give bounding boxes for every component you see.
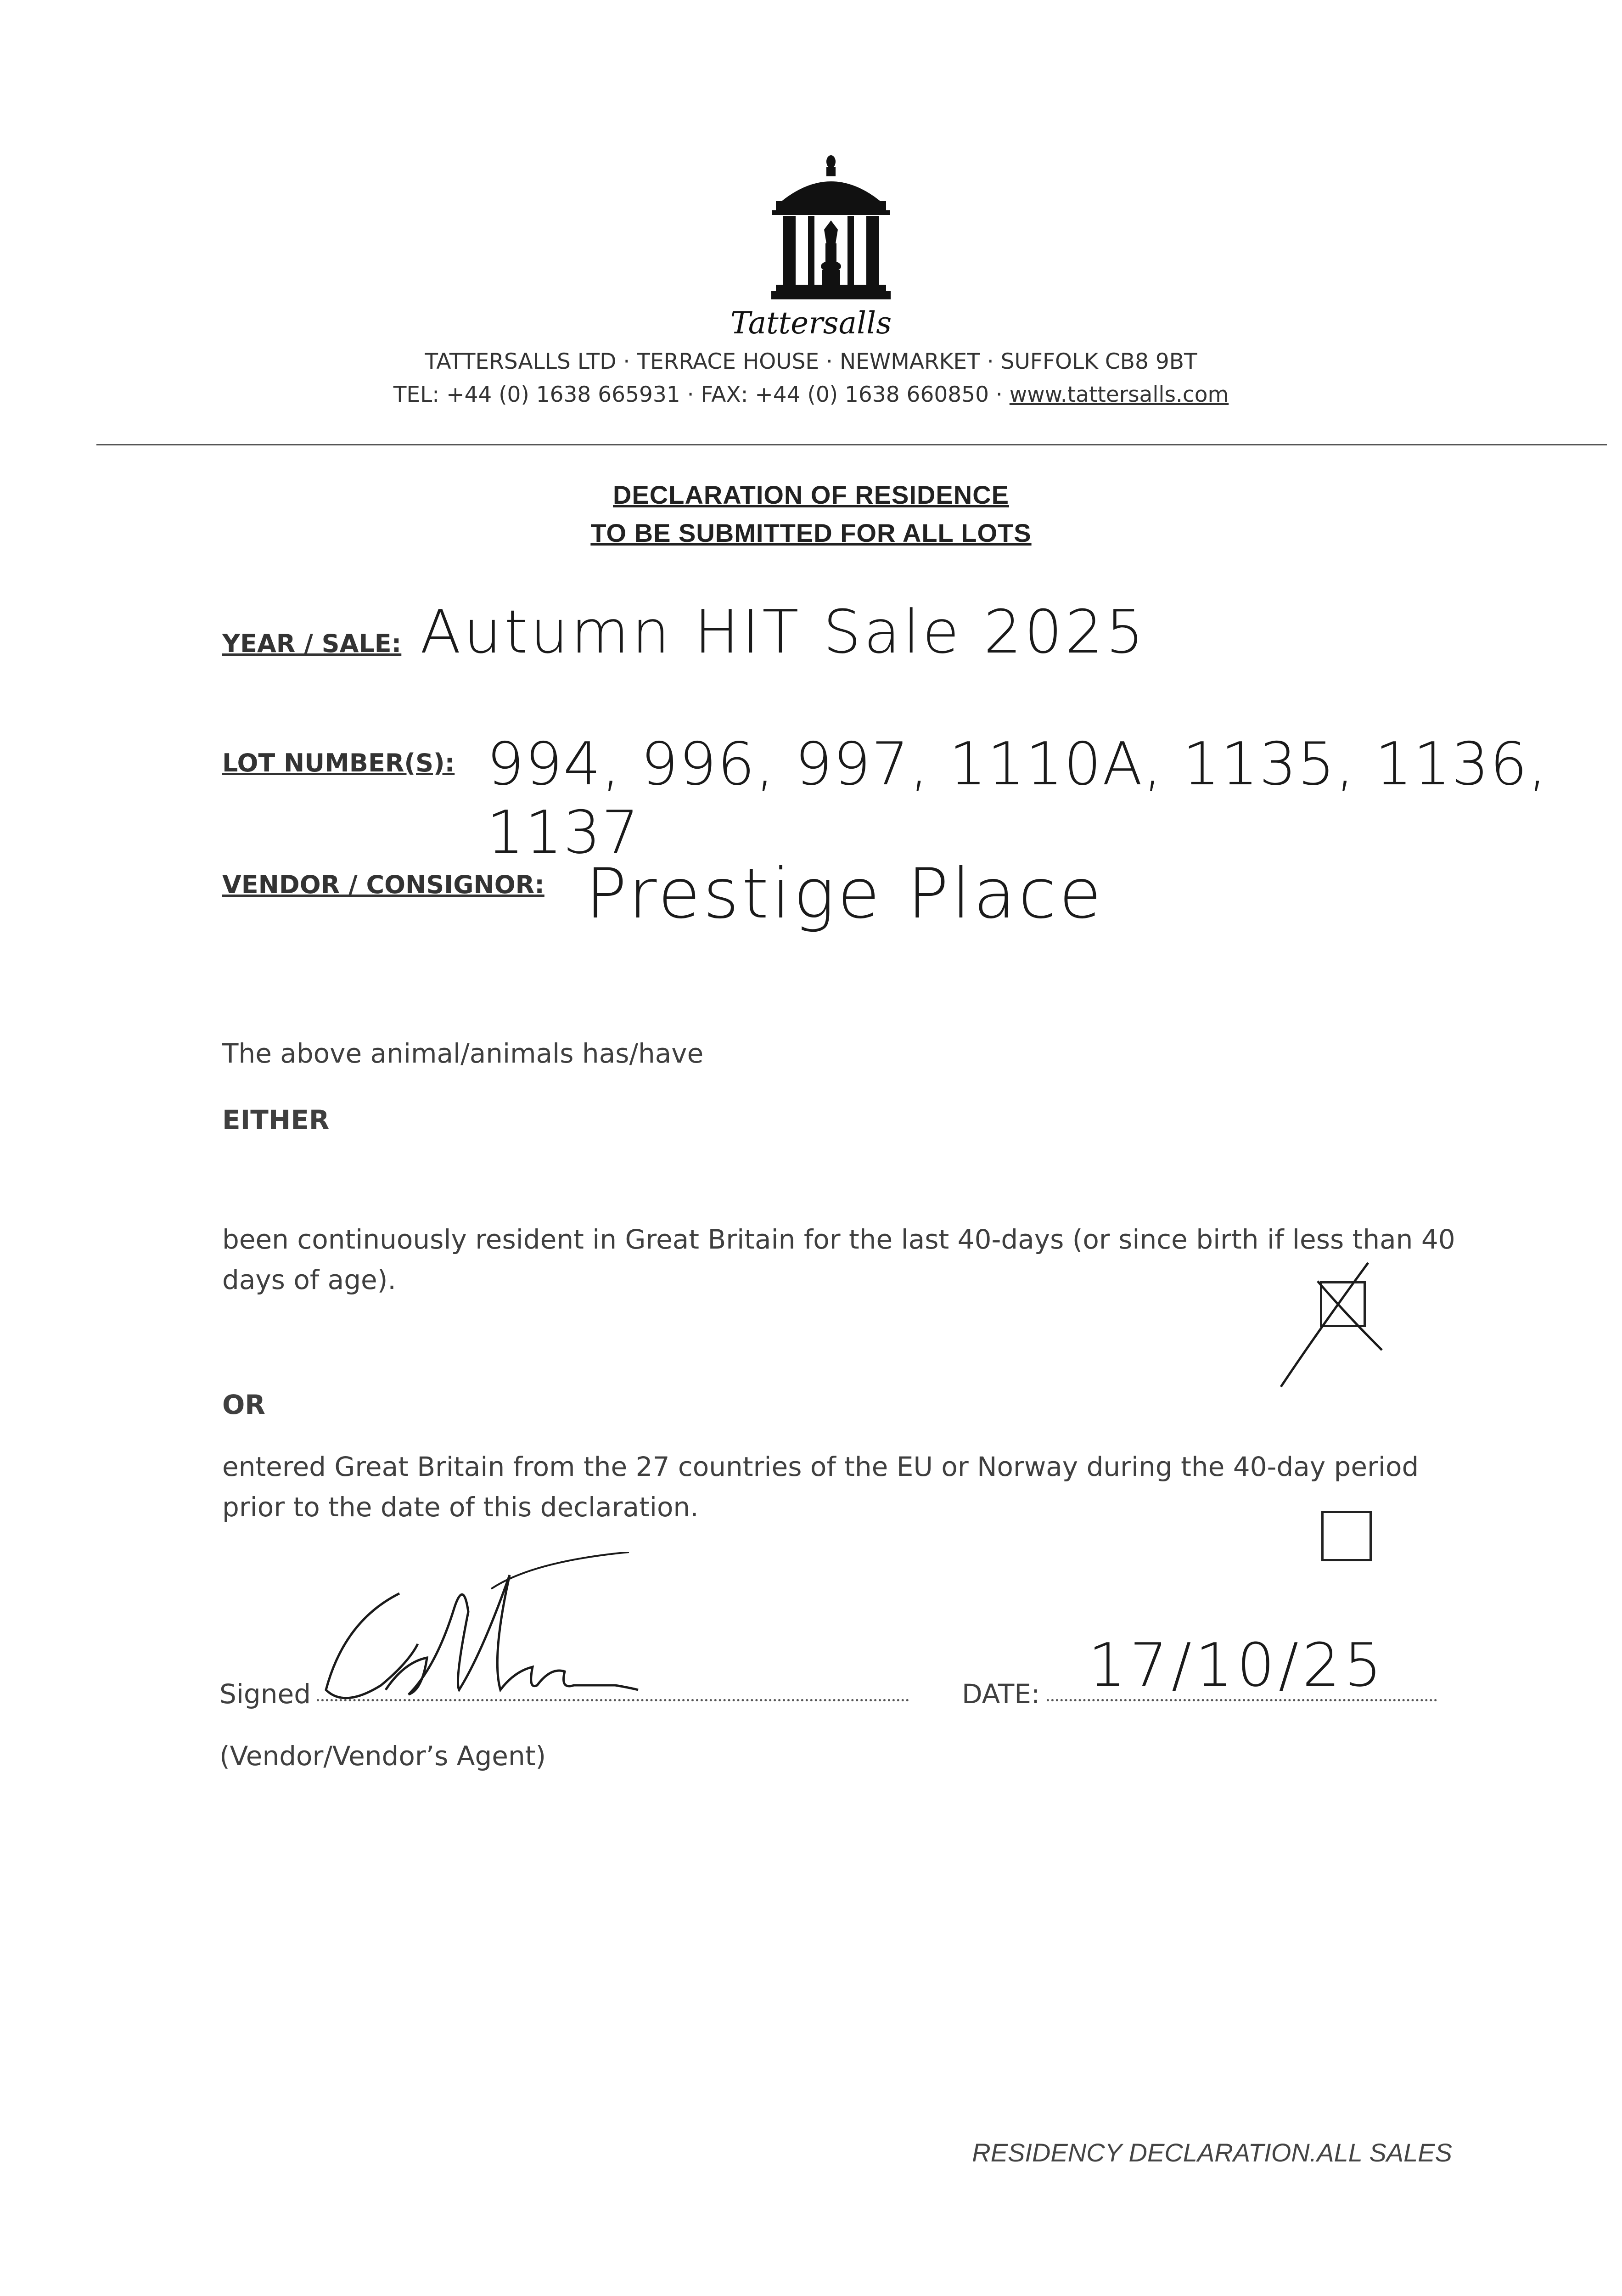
year-sale-label: YEAR / SALE:: [222, 629, 402, 658]
address-line: TATTERSALLS LTD · TERRACE HOUSE · NEWMARKET · SUFFOLK CB8 9BT: [425, 349, 1197, 374]
or-heading: OR: [222, 1389, 265, 1420]
contact-line: [0, 382, 1622, 407]
checkmark-cross-icon: [1276, 1249, 1386, 1396]
contact-numbers: TEL: +44 (0) 1638 665931 · FAX: +44 (0) 1638 660850 ·: [393, 382, 1010, 407]
either-heading: EITHER: [222, 1104, 330, 1136]
brand-name: Tattersalls: [730, 305, 892, 341]
date-label: DATE:: [962, 1678, 1040, 1710]
footer-code: RESIDENCY DECLARATION.ALL SALES: [972, 2138, 1452, 2167]
vendor-label: VENDOR / CONSIGNOR:: [222, 870, 544, 899]
header-divider: [96, 444, 1607, 445]
lot-numbers-label: LOT NUMBER(S):: [222, 748, 455, 777]
option2-text: entered Great Britain from the 27 countries of the EU or Norway during the 40-day period prior to the date of this declaration.: [222, 1451, 1419, 1523]
form-title-line2: TO BE SUBMITTED FOR ALL LOTS: [590, 518, 1032, 547]
option1-text: been continuously resident in Great Britain for the last 40-days (or since birth if less than 40 days of age).: [222, 1224, 1455, 1295]
vendor-agent-caption: (Vendor/Vendor’s Agent): [219, 1740, 546, 1772]
signature-image-icon: [317, 1552, 684, 1722]
statement-intro: The above animal/animals has/have: [222, 1038, 704, 1069]
date-value[interactable]: 17/10/25: [1088, 1630, 1386, 1700]
option2-checkbox[interactable]: [1321, 1511, 1372, 1561]
lot-numbers-value[interactable]: 994, 996, 997, 1110A, 1135, 1136, 1137: [487, 730, 1548, 867]
website-link[interactable]: www.tattersalls.com: [1009, 382, 1229, 407]
form-title-line1: DECLARATION OF RESIDENCE: [613, 480, 1009, 509]
tattersalls-logo-icon: [762, 152, 900, 303]
signed-label: Signed: [219, 1678, 311, 1710]
vendor-value[interactable]: Prestige Place: [585, 854, 1104, 934]
year-sale-value[interactable]: Autumn HIT Sale 2025: [420, 597, 1147, 667]
